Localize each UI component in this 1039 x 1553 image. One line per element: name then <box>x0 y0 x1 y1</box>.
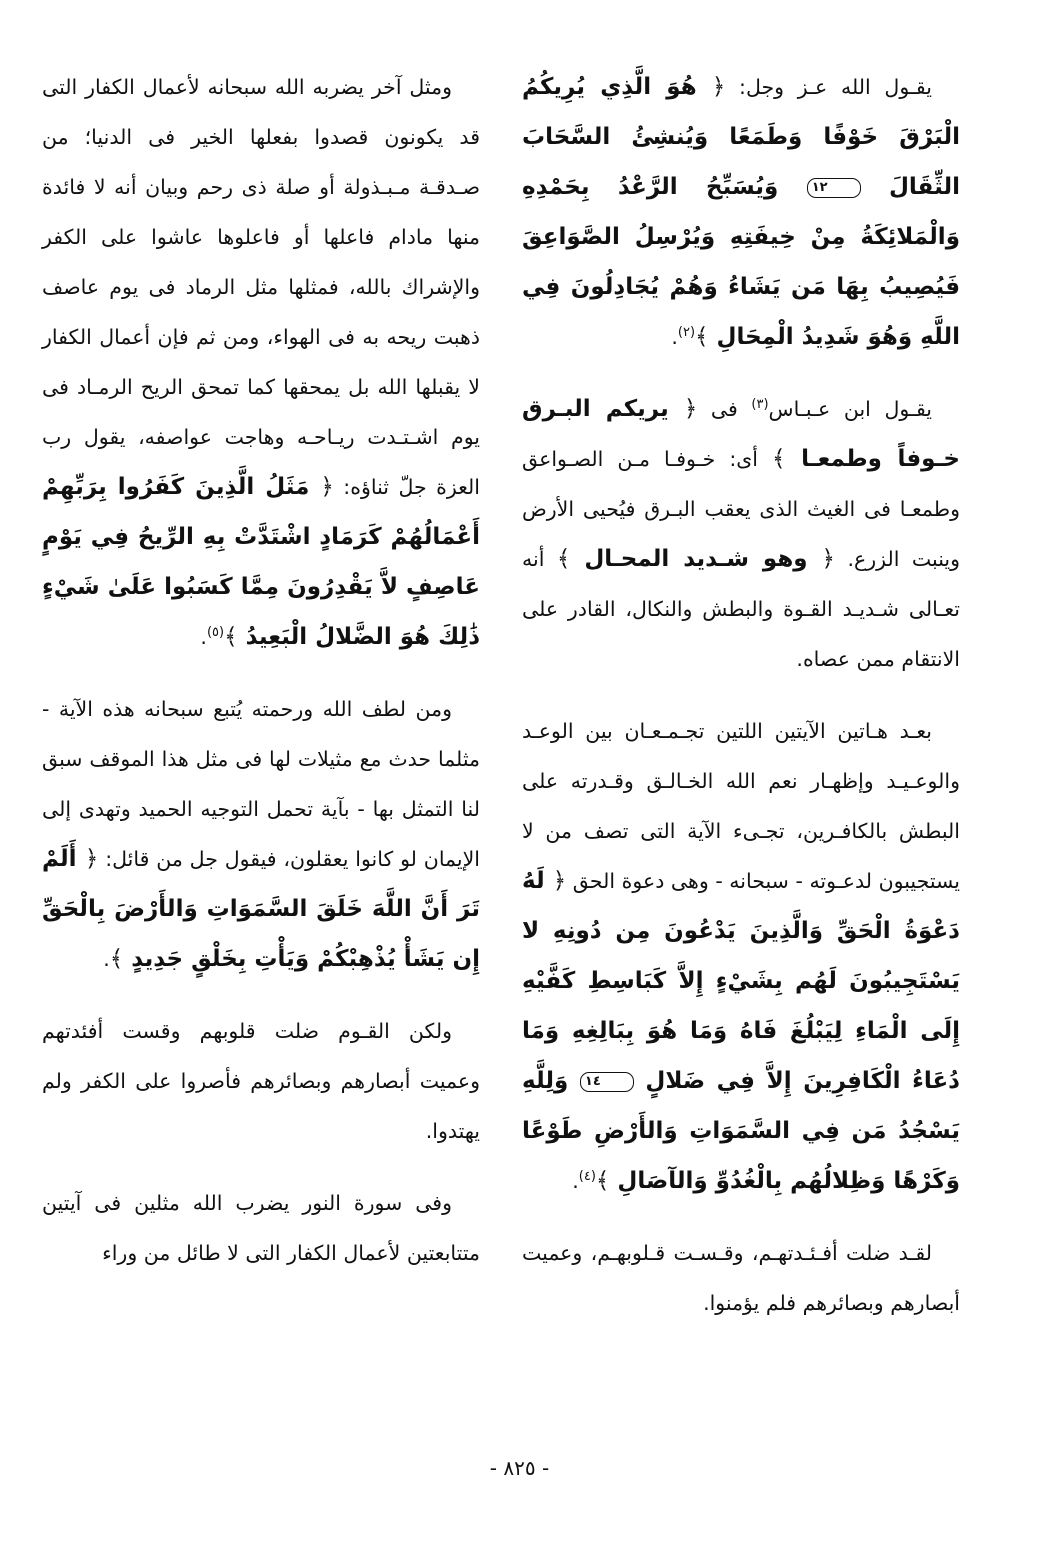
paragraph-verse-raad-14-15: بعـد هـاتين الآيتين اللتين تجـمـعـان بين الوعـد والوعـيـد وإظهـار نعم الله الخـالـق وقـدرته على البطش بالكافـرين، تجـىء الآية التى تصف من لا يستجيبون لدعـوته - سبحانه - وهى دعوة الحق ﴿ لَهُ دَعْوَةُ الْحَقِّ وَالَّذِينَ يَدْعُونَ مِن دُونِهِ لا يَسْتَجِيبُونَ لَهُم بِشَيْءٍ إِلاَّ كَبَاسِطِ كَفَّيْهِ إِلَى الْمَاءِ لِيَبْلُغَ فَاهُ وَمَا هُوَ بِبَالِغِهِ وَمَا دُعَاءُ الْكَافِرِينَ إِلاَّ فِي ضَلالٍ ١٤ وَلِلَّهِ يَسْجُدُ مَن فِي السَّمَوَاتِ وَالأَرْضِ طَوْعًا وَكَرْهًا وَظِلالُهُم بِالْغُدُوِّ وَالآصَالِ ﴾$^{(٤)}$. <box>522 719 960 1194</box>
paragraph-conclusion: لقـد ضلت أفـئـدتهـم، وقـسـت قـلوبهـم، وعميت أبصارهم وبصائرهم فلم يؤمنوا. <box>522 1241 960 1315</box>
verse-number-marker: ١٤ <box>580 1072 634 1092</box>
quran-close-bracket: ﴾ <box>695 324 709 350</box>
quran-open-bracket: ﴿ <box>711 74 726 100</box>
quran-verse: ﴿ هُوَ الَّذِي يُرِيكُمُ الْبَرْقَ خَوْفًا وَطَمَعًا وَيُنشِئُ السَّحَابَ الثِّقَالَ ١٢ وَيُسَبِّحُ الرَّعْدُ بِحَمْدِهِ وَالْمَلائِكَةُ مِنْ خِيفَتِهِ وَيُرْسِلُ الصَّوَاعِقَ فَيُصِيبُ بِهَا مَن يَشَاءُ وَهُمْ يُجَادِلُونَ فِي اللَّهِ وَهُوَ شَدِيدُ الْمِحَالِ ﴾ <box>522 74 960 350</box>
paragraph-ibn-abbas: يقـول ابن عـبـاس$^{(٣)}$ فى ﴿ يريكم البـرق خـوفاً وطمعـا ﴾ أى: خـوفـا مـن الصـواعق وطمعـا فى الغيث الذى يعقب البـرق فيُحيى الأرض وينبت الزرع. ﴿ وهو شـديد المحـال ﴾ أنه تعـالى شـديـد القـوة والبطش والنكال، القادر على الانتقام ممن عصاه. <box>522 396 961 671</box>
quran-verse: ﴿ مَثَلُ الَّذِينَ كَفَرُوا بِرَبِّهِمْ أَعْمَالُهُمْ كَرَمَادٍ اشْتَدَّتْ بِهِ الرِّيحُ فِي يَوْمٍ عَاصِفٍ لاَّ يَقْدِرُونَ مِمَّا كَسَبُوا عَلَىٰ شَيْءٍ ذَٰلِكَ هُوَ الضَّلالُ الْبَعِيدُ ﴾ <box>42 474 480 650</box>
page-number: - ٨٢٥ - <box>489 1456 550 1480</box>
quran-verse: ﴿ أَلَمْ تَرَ أَنَّ اللَّهَ خَلَقَ السَّمَوَاتِ وَالأَرْضَ بِالْحَقِّ إِن يَشَأْ يُذْهِبْكُمْ وَيَأْتِ بِخَلْقٍ جَدِيدٍ ﴾ <box>42 846 480 972</box>
footnote-marker: (٤) <box>578 1169 596 1185</box>
left-column <box>42 62 480 1300</box>
paragraph-verse-raad-12-13: يقـول الله عـز وجل: ﴿ هُوَ الَّذِي يُرِيكُمُ الْبَرْقَ خَوْفًا وَطَمَعًا وَيُنشِئُ السَّحَابَ الثِّقَالَ ١٢ وَيُسَبِّحُ الرَّعْدُ بِحَمْدِهِ وَالْمَلائِكَةُ مِنْ خِيفَتِهِ وَيُرْسِلُ الصَّوَاعِقَ فَيُصِيبُ بِهَا مَن يَشَاءُ وَهُمْ يُجَادِلُونَ فِي اللَّهِ وَهُوَ شَدِيدُ الْمِحَالِ ﴾$^{(٢)}$. <box>522 74 960 350</box>
footnote-marker: (٥) <box>206 625 225 641</box>
paragraph-ashes-parable: ومثل آخر يضربه الله سبحانه لأعمال الكفار التى قد يكونون قصدوا بفعلها الخير فى الدنيا؛ من صـدقـة مـبـذولة أو صلة ذى رحم وبيان أنه لا فائدة منها مادام فاعلها أو فاعلوها عاشوا على الكفر والإشراك بالله، فمثلها مثل الرماد فى يوم عاصف ذهبت ريحه به فى الهواء، ومن ثم فإن أعمال الكفار لا يقبلها الله بل يمحقها كما تمحق الريح الرمـاد فى يوم اشـتـدت ريـاحـه وهاجت عواصفه، يقول رب العزة جلّ ثناؤه: ﴿ مَثَلُ الَّذِينَ كَفَرُوا بِرَبِّهِمْ أَعْمَالُهُمْ كَرَمَادٍ اشْتَدَّتْ بِهِ الرِّيحُ فِي يَوْمٍ عَاصِفٍ لاَّ يَقْدِرُونَ مِمَّا كَسَبُوا عَلَىٰ شَيْءٍ ذَٰلِكَ هُوَ الضَّلالُ الْبَعِيدُ ﴾$^{(٥)}$. <box>42 75 480 650</box>
paragraph-surat-alnur: وفى سورة النور يضرب الله مثلين فى آيتين متتابعتين لأعمال الكفار التى لا طائل من وراء <box>42 1191 480 1265</box>
right-column <box>522 62 960 1350</box>
quran-verse: ﴿ لَهُ دَعْوَةُ الْحَقِّ وَالَّذِينَ يَدْعُونَ مِن دُونِهِ لا يَسْتَجِيبُونَ لَهُم بِشَيْءٍ إِلاَّ كَبَاسِطِ كَفَّيْهِ إِلَى الْمَاءِ لِيَبْلُغَ فَاهُ وَمَا هُوَ بِبَالِغِهِ وَمَا دُعَاءُ الْكَافِرِينَ إِلاَّ فِي ضَلالٍ ١٤ وَلِلَّهِ يَسْجُدُ مَن فِي السَّمَوَاتِ وَالأَرْضِ طَوْعًا وَكَرْهًا وَظِلالُهُم بِالْغُدُوِّ وَالآصَالِ ﴾ <box>522 868 960 1194</box>
quoted-phrase: ﴿ وهو شـديد المحـال ﴾ <box>556 546 836 572</box>
paragraph-intro: يقـول الله عـز وجل: <box>725 75 932 99</box>
paragraph-hearts-astray: ولكن القـوم ضلت قلوبهم وقست أفئدتهم وعميت أبصارهم وبصائرهم فأصروا على الكفر ولم يهتدوا. <box>42 1019 480 1143</box>
verse-number-marker: ١٢ <box>807 178 861 198</box>
footnote-marker: (٣) <box>751 397 769 413</box>
footnote-marker: (٢) <box>677 325 696 341</box>
quoted-phrase: ﴿ يريكم البـرق خـوفاً وطمعـا ﴾ <box>522 396 961 472</box>
paragraph-divine-mercy: ومن لطف الله ورحمته يُتبع سبحانه هذه الآية - مثلما حدث مع مثيلات لها فى مثل هذا الموقف سبق لنا التمثل بها - بآية تحمل التوجيه الحميد وتهدى إلى الإيمان لو كانوا يعقلون، فيقول جل من قائل: ﴿ أَلَمْ تَرَ أَنَّ اللَّهَ خَلَقَ السَّمَوَاتِ وَالأَرْضَ بِالْحَقِّ إِن يَشَأْ يُذْهِبْكُمْ وَيَأْتِ بِخَلْقٍ جَدِيدٍ ﴾. <box>42 697 481 972</box>
